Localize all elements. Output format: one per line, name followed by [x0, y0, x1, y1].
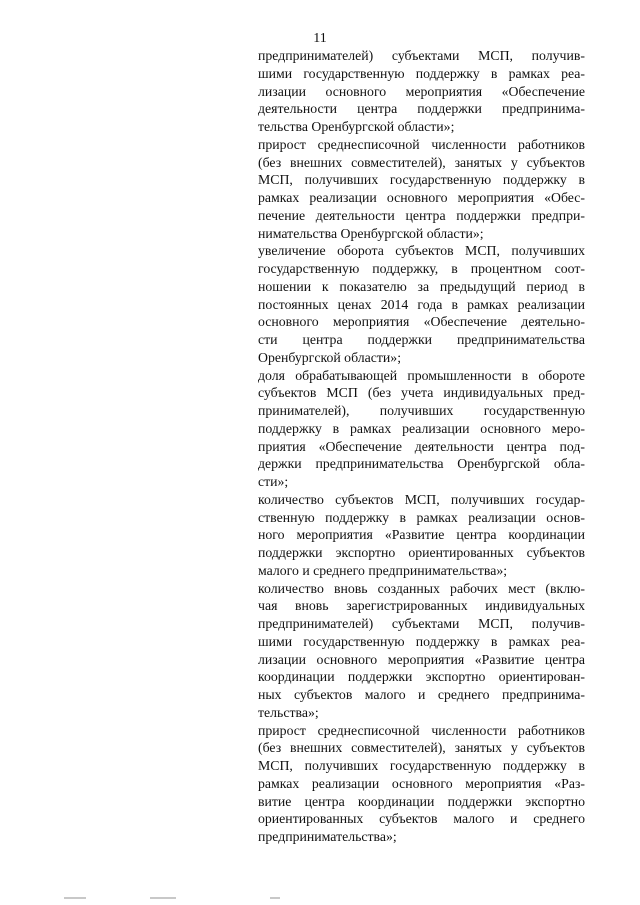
text-line: держки предпринимательства Оренбургской обла-	[258, 456, 585, 472]
text-line: лизации основного мероприятия «Обеспечение	[258, 83, 585, 99]
text-line: ных субъектов малого и среднего предпринима-	[258, 687, 585, 702]
text-line: количество вновь созданных рабочих мест (вклю-	[258, 580, 585, 596]
text-line: тельства»;	[258, 704, 319, 720]
text-line: увеличение оборота субъектов МСП, получивших	[258, 243, 585, 259]
text-line: основного мероприятия «Обеспечение деятельно-	[258, 314, 585, 330]
text-line: количество субъектов МСП, получивших государ-	[258, 491, 585, 507]
paragraph	[258, 242, 585, 366]
text-line: ного мероприятия «Развитие центра координации	[258, 527, 585, 543]
text-line: малого и среднего предпринимательства»;	[258, 562, 508, 578]
text-line: ственную поддержку в рамках реализации основ-	[258, 509, 585, 525]
text-line: государственную поддержку, в процентном соот-	[258, 261, 585, 276]
text-line: лизации основного мероприятия «Развитие центра	[258, 651, 585, 667]
paragraph	[258, 580, 585, 722]
text-line: субъектов МСП (без учета индивидуальных пред-	[258, 385, 585, 401]
text-line: деятельности центра поддержки предпринима-	[258, 101, 585, 117]
text-line: витие центра координации поддержки экспортно	[258, 793, 585, 809]
scan-mark	[150, 897, 176, 899]
text-line: Оренбургской области»;	[258, 349, 402, 365]
text-line: постоянных ценах 2014 года в рамках реализации	[258, 296, 585, 312]
text-line: прирост среднесписочной численности работников	[258, 136, 585, 152]
paragraph	[258, 136, 585, 243]
paragraph	[258, 491, 585, 580]
text-line: рамках реализации основного мероприятия «Раз-	[258, 775, 585, 791]
text-line: ношении к показателю за предыдущий период в	[258, 278, 585, 294]
text-line: (без внешних совместителей), занятых у субъектов	[258, 154, 585, 170]
text-line: шими государственную поддержку в рамках реа-	[258, 65, 585, 81]
paragraph	[258, 722, 585, 846]
text-line: МСП, получивших государственную поддержку в	[258, 758, 585, 773]
text-line: предпринимателей) субъектами МСП, получив-	[258, 616, 585, 631]
text-line: прирост среднесписочной численности работников	[258, 722, 585, 738]
text-line: доля обрабатывающей промышленности в обороте	[258, 367, 585, 383]
text-line: МСП, получивших государственную поддержку в	[258, 172, 585, 188]
text-line: печение деятельности центра поддержки предпри-	[258, 207, 585, 223]
text-line: чая вновь зарегистрированных индивидуальных	[258, 598, 585, 614]
text-line: предпринимательства»;	[258, 829, 397, 844]
text-line: приятия «Обеспечение деятельности центра под-	[258, 438, 585, 454]
text-line: сти»;	[258, 474, 289, 489]
text-line: нимательства Оренбургской области»;	[258, 225, 484, 241]
text-line: шими государственную поддержку в рамках реа-	[258, 633, 585, 649]
text-line: (без внешних совместителей), занятых у субъектов	[258, 740, 585, 756]
scan-mark	[64, 897, 86, 899]
text-line: сти центра поддержки предпринимательства	[258, 332, 585, 347]
page-number: 11	[313, 31, 327, 46]
text-line: принимателей), получивших государственную	[258, 403, 585, 418]
text-line: рамках реализации основного мероприятия «Обес-	[258, 190, 585, 205]
document-body	[258, 47, 585, 846]
text-line: ориентированных субъектов малого и среднего	[258, 811, 585, 827]
paragraph	[258, 367, 585, 491]
text-line: предпринимателей) субъектами МСП, получив-	[258, 48, 585, 63]
text-line: поддержки экспортно ориентированных субъектов	[258, 545, 585, 560]
text-line: координации поддержки экспортно ориентирован-	[258, 669, 585, 685]
text-line: тельства Оренбургской области»;	[258, 119, 455, 134]
scan-mark	[270, 897, 280, 899]
footer-scan-marks	[0, 897, 640, 903]
paragraph	[258, 47, 585, 136]
text-line: поддержку в рамках реализации основного меро-	[258, 420, 585, 436]
